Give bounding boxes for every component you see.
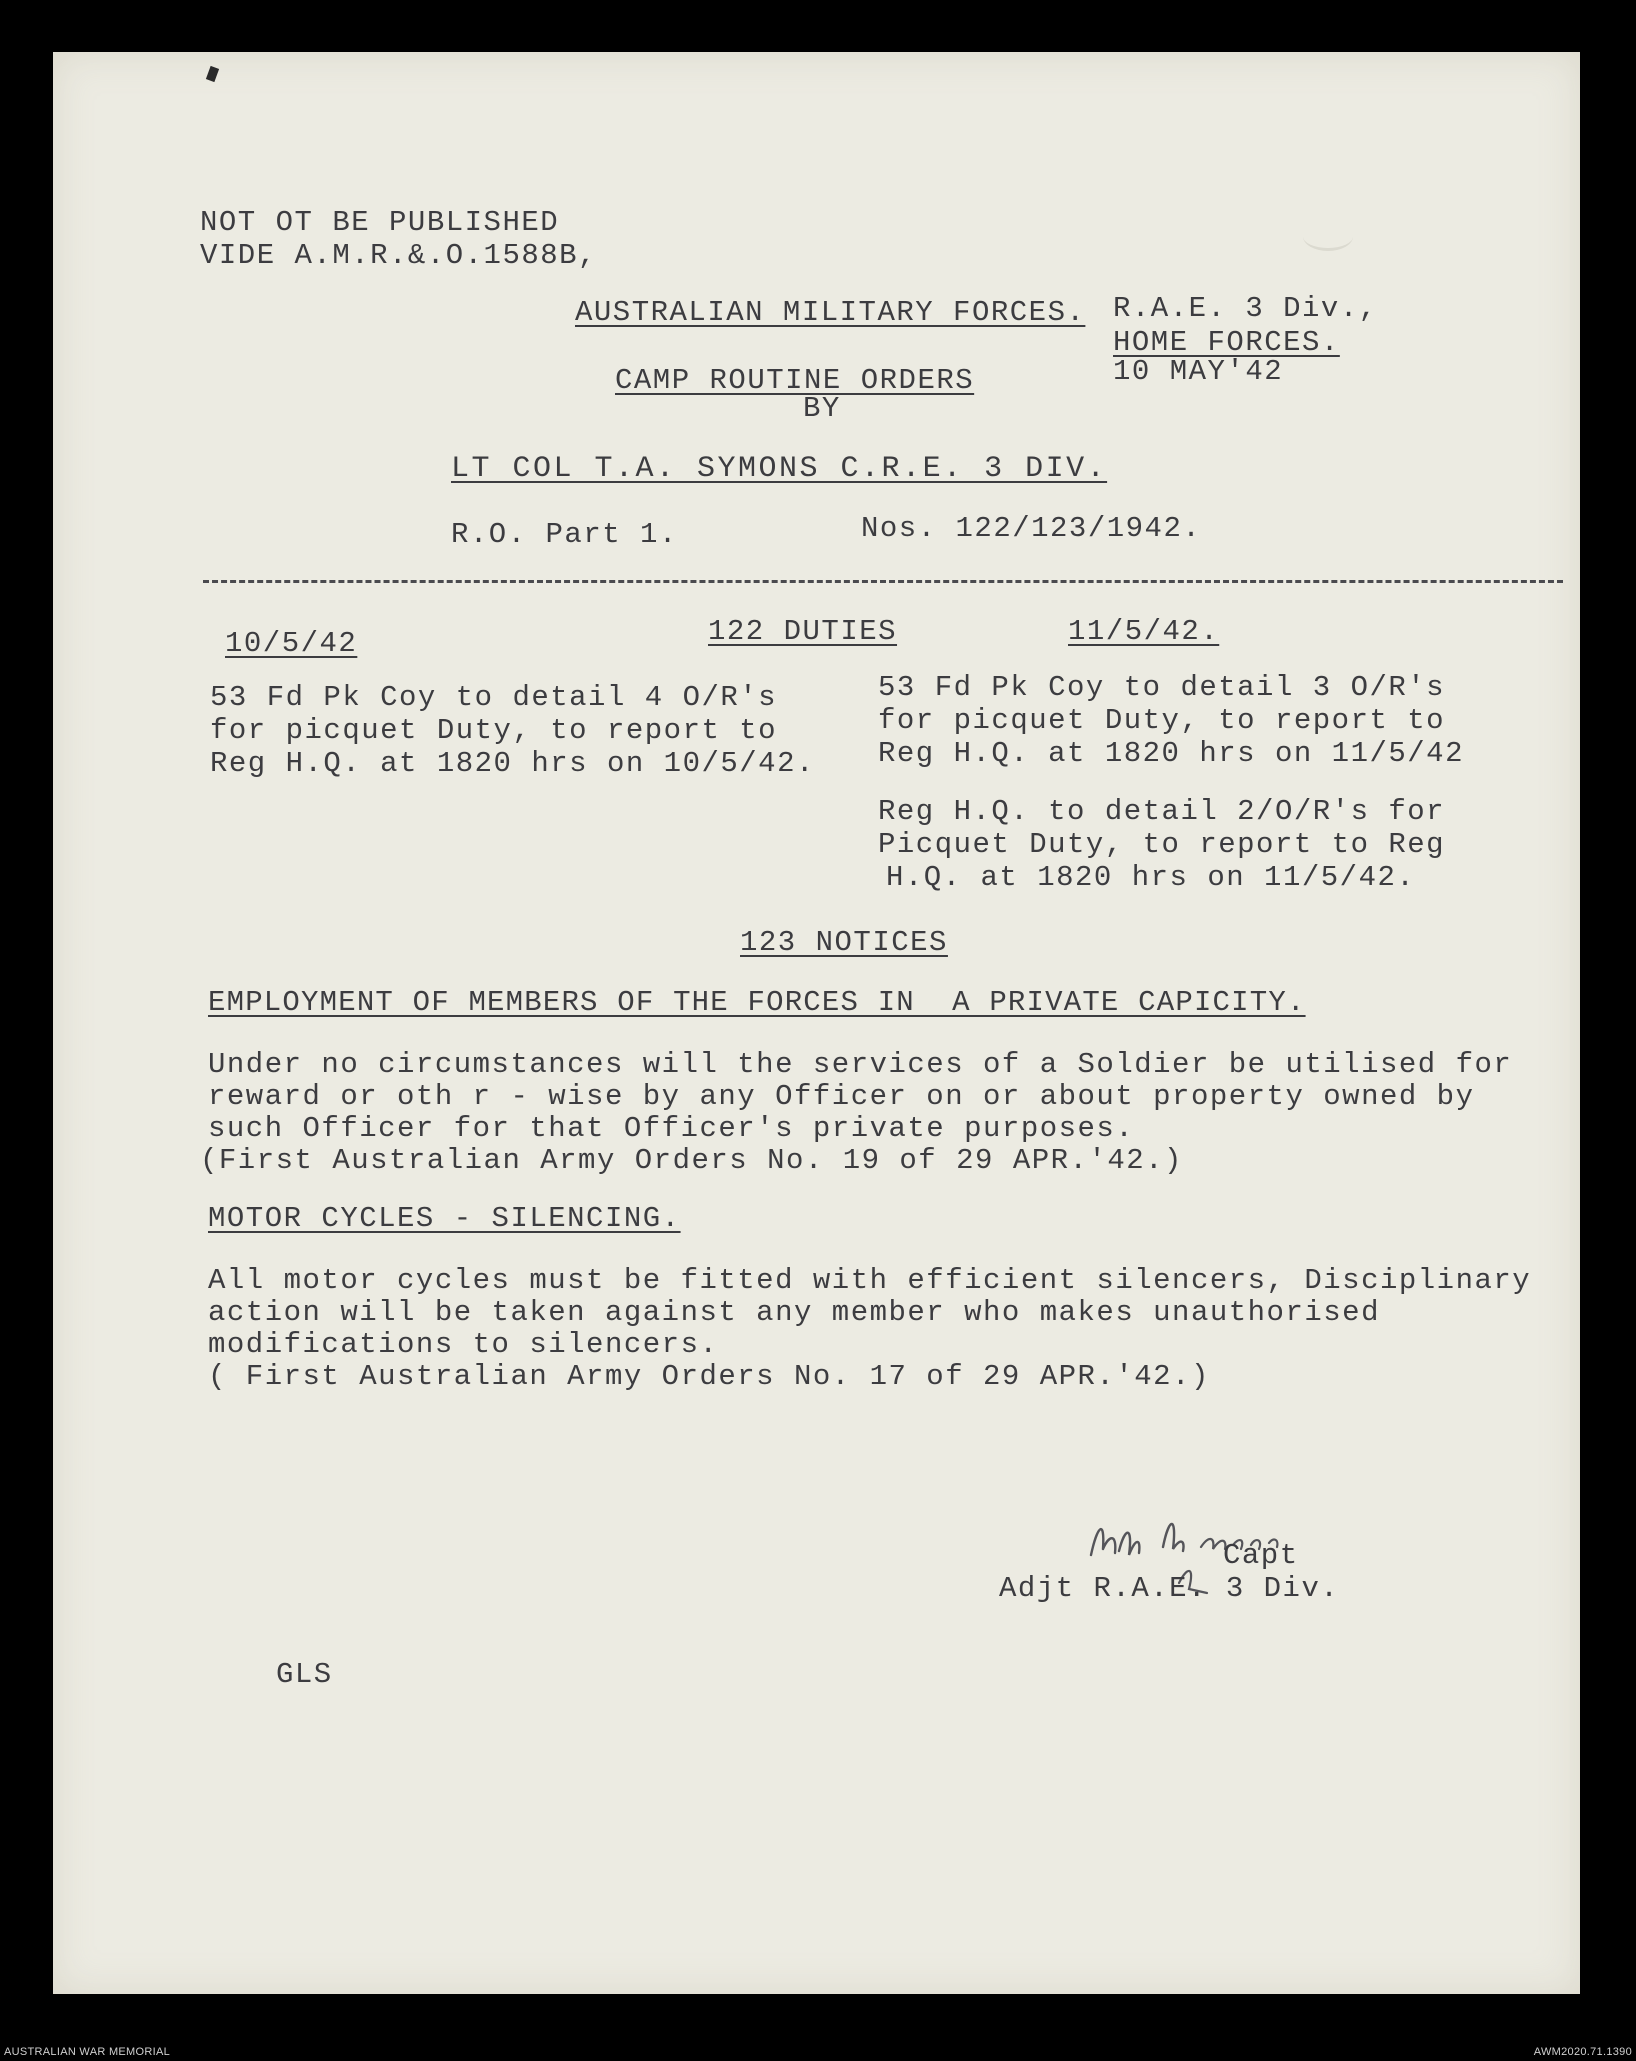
duties-left-line-2: for picquet Duty, to report to [210,714,778,747]
duties-right-line-5: Picquet Duty, to report to Reg [878,828,1446,861]
notices-heading: 123 NOTICES [740,926,948,959]
document-page [53,52,1580,1994]
orders-title: CAMP ROUTINE ORDERS [615,364,975,397]
duties-left-date: 10/5/42 [225,627,358,660]
by-line: BY [803,392,841,425]
duties-left-line-1: 53 Fd Pk Coy to detail 4 O/R's [210,681,778,714]
duties-right-line-3: Reg H.Q. at 1820 hrs on 11/5/42 [878,737,1464,770]
punch-mark [206,66,219,82]
unit-sub-line: HOME FORCES. [1113,326,1340,359]
notice-1-line-2: reward or oth r - wise by any Officer on or about property owned by [208,1080,1475,1113]
duties-right-date: 11/5/42. [1068,615,1220,648]
notice-2-line-4: ( First Australian Army Orders No. 17 of 29 APR.'42.) [208,1360,1210,1393]
notice-1-title: EMPLOYMENT OF MEMBERS OF THE FORCES IN A PRIVATE CAPICITY. [208,986,1306,1019]
force-title: AUSTRALIAN MILITARY FORCES. [575,296,1086,329]
part-label: R.O. Part 1. [451,518,678,551]
duties-right-line-2: for picquet Duty, to report to [878,704,1446,737]
duties-right-line-6: H.Q. at 1820 hrs on 11/5/42. [886,861,1416,894]
footer-institution: AUSTRALIAN WAR MEMORIAL [4,2046,171,2058]
notice-1-line-1: Under no circumstances will the services of a Soldier be utilised for [208,1048,1513,1081]
notice-2-line-1: All motor cycles must be fitted with efficient silencers, Disciplinary [208,1264,1532,1297]
commander-line: LT COL T.A. SYMONS C.R.E. 3 DIV. [451,452,1108,486]
duties-heading: 122 DUTIES [708,615,898,648]
typist-initials: GLS [276,1658,333,1691]
duties-right-line-1: 53 Fd Pk Coy to detail 3 O/R's [878,671,1446,704]
paper-crease [1303,222,1353,251]
divider-rule [203,580,1563,583]
notice-2-line-2: action will be taken against any member who makes unauthorised [208,1296,1380,1329]
notice-2-title: MOTOR CYCLES - SILENCING. [208,1202,681,1235]
notice-1-line-4: (First Australian Army Orders No. 19 of 29 APR.'42.) [200,1144,1183,1177]
duties-right-line-4: Reg H.Q. to detail 2/O/R's for [878,795,1446,828]
signatory-title: Adjt R.A.E. 3 Div. [999,1572,1340,1605]
notice-1-line-3: such Officer for that Officer's private purposes. [208,1112,1135,1145]
duties-left-line-3: Reg H.Q. at 1820 hrs on 10/5/42. [210,747,815,780]
unit-line: R.A.E. 3 Div., [1113,292,1378,325]
order-numbers: Nos. 122/123/1942. [861,512,1202,545]
restriction-line-2: VIDE A.M.R.&.O.1588B, [200,239,597,272]
footer-accession-number: AWM2020.71.1390 [1533,2046,1632,2058]
restriction-line-1: NOT OT BE PUBLISHED [200,206,560,239]
notice-2-line-3: modifications to silencers. [208,1328,719,1361]
signatory-rank: Capt [1223,1539,1299,1572]
order-date: 10 MAY'42 [1113,355,1284,388]
